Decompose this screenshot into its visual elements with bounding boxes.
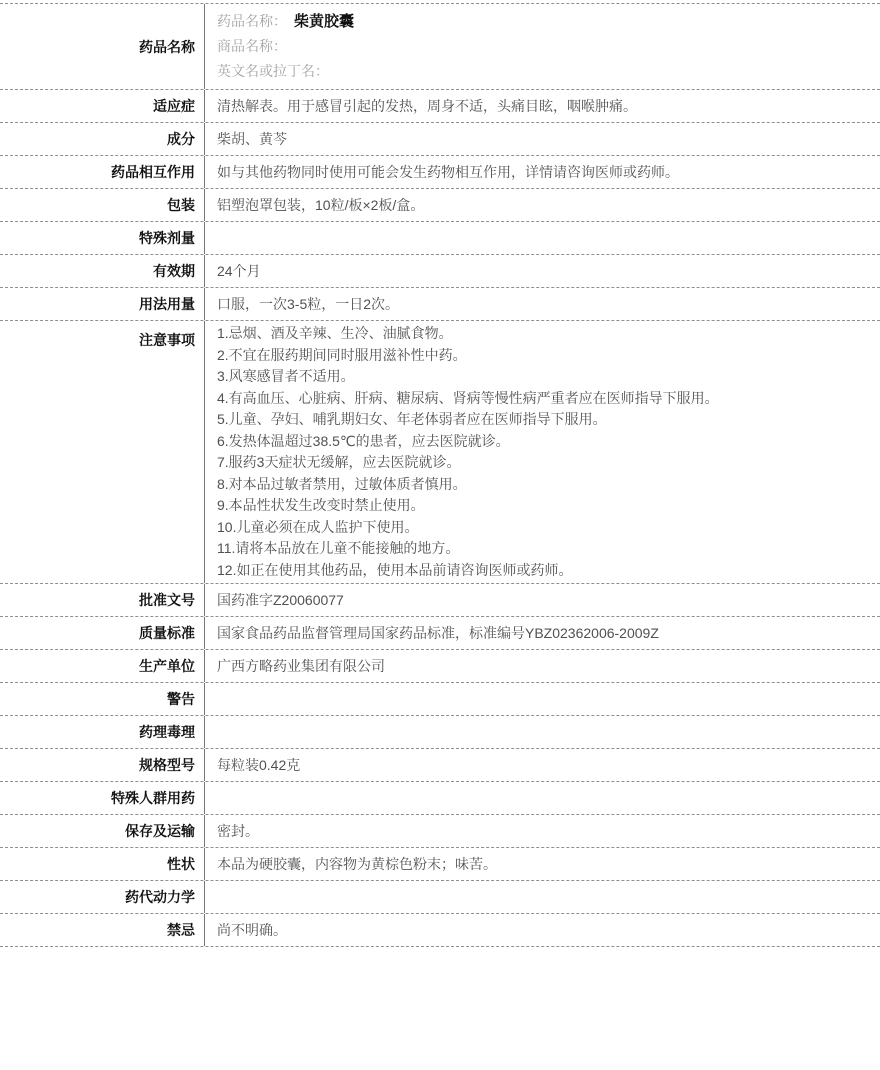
table-row (0, 189, 880, 222)
table-row (0, 815, 880, 848)
row-value: 清热解表。用于感冒引起的发热，周身不适，头痛目眩，咽喉肿痛。 (217, 98, 637, 114)
table-row (0, 716, 880, 749)
field-key: 药品名称： (217, 13, 287, 29)
row-label: 性状 (0, 848, 205, 880)
note-line: 5.儿童、孕妇、哺乳期妇女、年老体弱者应在医师指导下服用。 (217, 411, 607, 427)
table-row (0, 683, 880, 716)
row-label: 质量标准 (0, 617, 205, 649)
table-row (0, 288, 880, 321)
table-row (0, 881, 880, 914)
row-value (205, 881, 880, 913)
row-label: 注意事项 (0, 321, 205, 583)
note-line: 7.服药3天症状无缓解，应去医院就诊。 (217, 454, 461, 470)
row-label: 用法用量 (0, 288, 205, 320)
row-value: 国药准字Z20060077 (217, 592, 344, 608)
row-label: 有效期 (0, 255, 205, 287)
table-row (0, 4, 880, 90)
row-value (205, 321, 880, 583)
note-line: 10.儿童必须在成人监护下使用。 (217, 518, 419, 535)
note-line: 1.忌烟、酒及辛辣、生冷、油腻食物。 (217, 325, 453, 341)
row-label: 药理毒理 (0, 716, 205, 748)
row-label: 保存及运输 (0, 815, 205, 847)
table-row (0, 222, 880, 255)
row-value: 口服，一次3-5粒，一日2次。 (217, 296, 400, 312)
name-field-line (217, 34, 870, 59)
drug-info-table (0, 3, 880, 947)
name-field-line (217, 9, 870, 34)
field-key: 英文名或拉丁名： (217, 63, 329, 79)
table-row (0, 156, 880, 189)
row-value (205, 782, 880, 814)
row-value: 24个月 (217, 263, 261, 279)
row-value (205, 222, 880, 254)
row-value: 国家食品药品监督管理局国家药品标准，标准编号YBZ02362006-2009Z (217, 625, 659, 641)
row-label: 成分 (0, 123, 205, 155)
field-key: 商品名称： (217, 38, 287, 54)
row-value (205, 716, 880, 748)
row-label: 药品相互作用 (0, 156, 205, 188)
row-label: 适应症 (0, 90, 205, 122)
table-row (0, 617, 880, 650)
table-row (0, 749, 880, 782)
note-line: 12.如正在使用其他药品，使用本品前请咨询医师或药师。 (217, 561, 573, 578)
row-value: 尚不明确。 (217, 922, 287, 938)
row-label: 特殊剂量 (0, 222, 205, 254)
row-value: 柴胡、黄芩 (217, 131, 287, 147)
table-row (0, 782, 880, 815)
table-row (0, 123, 880, 156)
table-row (0, 848, 880, 881)
table-row (0, 584, 880, 617)
row-label: 警告 (0, 683, 205, 715)
note-line: 9.本品性状发生改变时禁止使用。 (217, 497, 425, 513)
name-field-line (217, 59, 870, 84)
table-row (0, 321, 880, 584)
row-label: 批准文号 (0, 584, 205, 616)
note-line: 8.对本品过敏者禁用，过敏体质者慎用。 (217, 475, 467, 492)
row-value: 本品为硬胶囊，内容物为黄棕色粉末；味苦。 (217, 856, 497, 872)
row-value: 每粒装0.42克 (217, 757, 301, 773)
field-value: 柴黄胶囊 (294, 13, 355, 30)
table-row (0, 90, 880, 123)
row-value: 密封。 (217, 823, 259, 839)
row-value (205, 683, 880, 715)
row-value: 广西方略药业集团有限公司 (217, 658, 385, 674)
row-label: 生产单位 (0, 650, 205, 682)
row-label: 药品名称 (0, 4, 205, 89)
row-label: 规格型号 (0, 749, 205, 781)
table-row (0, 650, 880, 683)
row-label: 特殊人群用药 (0, 782, 205, 814)
row-label: 药代动力学 (0, 881, 205, 913)
note-line: 11.请将本品放在儿童不能接触的地方。 (217, 540, 460, 556)
table-row (0, 255, 880, 288)
row-value (205, 4, 880, 89)
row-value: 如与其他药物同时使用可能会发生药物相互作用，详情请咨询医师或药师。 (217, 164, 679, 180)
table-row (0, 914, 880, 947)
note-line: 2.不宜在服药期间同时服用滋补性中药。 (217, 346, 467, 363)
note-line: 4.有高血压、心脏病、肝病、糖尿病、肾病等慢性病严重者应在医师指导下服用。 (217, 389, 719, 406)
row-label: 禁忌 (0, 914, 205, 946)
row-value: 铝塑泡罩包装，10粒/板×2板/盒。 (217, 197, 425, 213)
row-label: 包装 (0, 189, 205, 221)
note-line: 3.风寒感冒者不适用。 (217, 368, 355, 384)
note-line: 6.发热体温超过38.5℃的患者，应去医院就诊。 (217, 432, 510, 449)
